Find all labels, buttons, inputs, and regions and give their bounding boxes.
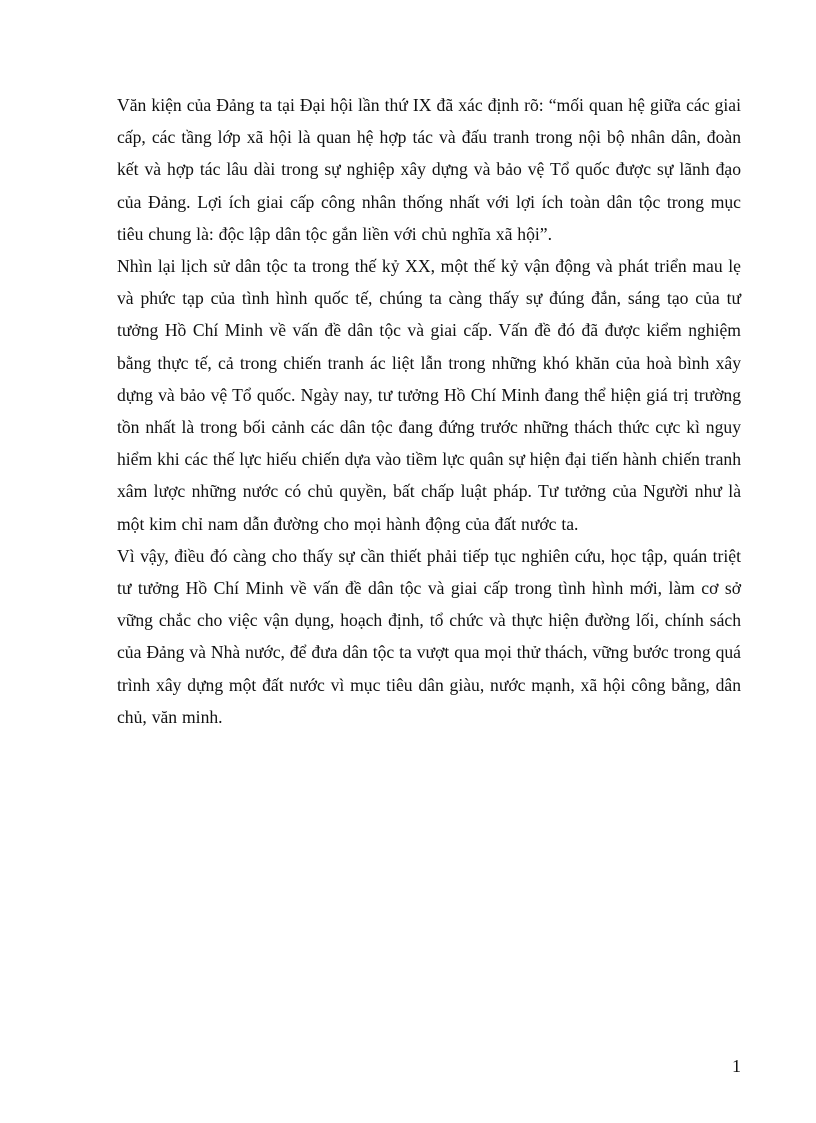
paragraph-1: Văn kiện của Đảng ta tại Đại hội lần thứ IX đã xác định rõ: “mối quan hệ giữa các giai cấp, các tầng lớp xã hội là quan hệ hợp tác và đấu tranh trong nội bộ nhân dân, đoàn kết và hợp tác lâu dài trong sự nghiệp xây dựng và bảo vệ Tổ quốc được sự lãnh đạo của Đảng. Lợi ích giai cấp công nhân thống nhất với lợi ích toàn dân tộc trong mục tiêu chung là: độc lập dân tộc gắn liền với chủ nghĩa xã hội”. (117, 95, 741, 244)
document-body (117, 89, 741, 733)
paragraph-3: Vì vậy, điều đó càng cho thấy sự cần thiết phải tiếp tục nghiên cứu, học tập, quán triệt tư tưởng Hồ Chí Minh về vấn đề dân tộc và giai cấp trong tình hình mới, làm cơ sở vững chắc cho việc vận dụng, hoạch định, tổ chức và thực hiện đường lối, chính sách của Đảng và Nhà nước, để đưa dân tộc ta vượt qua mọi thử thách, vững bước trong quá trình xây dựng một đất nước vì mục tiêu dân giàu, nước mạnh, xã hội công bằng, dân chủ, văn minh. (117, 545, 741, 727)
paragraph-2: Nhìn lại lịch sử dân tộc ta trong thế kỷ XX, một thế kỷ vận động và phát triển mau lẹ và phức tạp của tình hình quốc tế, chúng ta càng thấy sự đúng đắn, sáng tạo của tư tưởng Hồ Chí Minh về vấn đề dân tộc và giai cấp. Vấn đề đó đã được kiểm nghiệm bằng thực tế, cả trong chiến tranh ác liệt lẫn trong những khó khăn của hoà bình xây dựng và bảo vệ Tổ quốc. Ngày nay, tư tưởng Hồ Chí Minh đang thể hiện giá trị trường tồn nhất là trong bối cảnh các dân tộc đang đứng trước những thách thức cực kì nguy hiểm khi các thế lực hiếu chiến dựa vào tiềm lực quân sự hiện đại tiến hành chiến tranh xâm lược những nước có chủ quyền, bất chấp luật pháp. Tư tưởng của Người như là một kim chỉ nam dẫn đường cho mọi hành động của đất nước ta. (117, 256, 741, 534)
page-number: 1 (732, 1056, 741, 1076)
